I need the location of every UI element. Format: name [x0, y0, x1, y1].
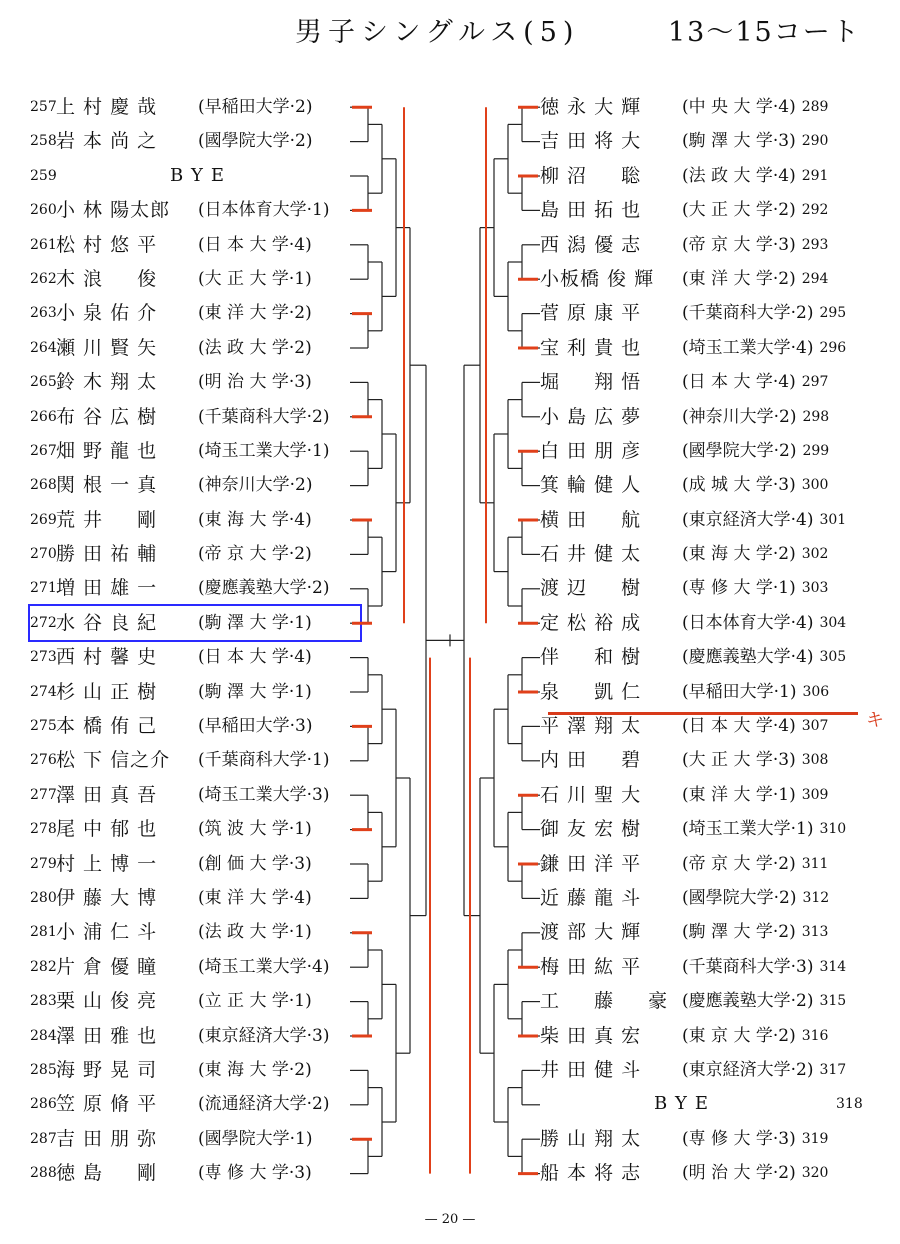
- entry-number: 299: [802, 442, 830, 459]
- player-school: (専 修 大 学·1): [682, 578, 796, 599]
- player-name: 船 本 将 志: [540, 1162, 642, 1185]
- player-name: 澤 田 真 吾: [56, 783, 158, 806]
- page-title: 男子シングルス(5): [295, 17, 580, 48]
- player-name: 勝 山 翔 太: [540, 1127, 642, 1150]
- player-school: (早稲田大学·2): [198, 97, 313, 117]
- withdraw-mark: キ: [866, 710, 884, 731]
- entry-number: 300: [801, 477, 829, 494]
- entry-number: 276: [30, 752, 57, 769]
- player-school: (日本体育大学·1): [198, 200, 330, 221]
- player-school: (駒 澤 大 学·1): [198, 681, 312, 702]
- entry-number: 282: [30, 958, 57, 975]
- player-name: 石 井 健 太: [540, 543, 642, 566]
- player-name: 小板橋 俊 輝: [540, 267, 655, 290]
- player-school: (専 修 大 学·3): [682, 1128, 796, 1149]
- player-school: (慶應義塾大学·4): [682, 647, 814, 668]
- player-name: 笠 原 脩 平: [56, 1093, 158, 1116]
- player-school: (早稲田大学·1): [682, 681, 797, 702]
- entry-number: 289: [801, 99, 829, 115]
- entry-number: 258: [30, 133, 57, 150]
- player-name: 徳 島 剛: [56, 1162, 158, 1185]
- entry-number: 302: [801, 546, 829, 563]
- entry-number: 259: [30, 167, 57, 184]
- player-name: 横 田 航: [540, 508, 642, 531]
- entry-number: 306: [802, 683, 830, 700]
- player-school: (駒 澤 大 学·1): [198, 612, 312, 633]
- player-name: 瀬 川 賢 矢: [56, 336, 158, 359]
- player-school: (日 本 大 学·4): [682, 372, 796, 393]
- player-school: (千葉商科大学·2): [198, 406, 330, 427]
- player-school: (國學院大学·2): [682, 887, 797, 908]
- entry-number: 266: [30, 408, 57, 425]
- entry-number: 292: [801, 202, 829, 219]
- entry-number: 277: [30, 786, 57, 803]
- player-name: 関 根 一 真: [56, 474, 158, 497]
- entry-number: 307: [801, 718, 829, 735]
- player-name: 柴 田 真 宏: [540, 1024, 642, 1047]
- player-name: 杉 山 正 樹: [56, 680, 158, 703]
- entry-number: 310: [819, 821, 847, 838]
- player-school: (神奈川大学·2): [682, 406, 797, 427]
- player-school: (日 本 大 学·4): [682, 716, 796, 737]
- player-school: (中 央 大 学·4): [682, 97, 796, 117]
- entry-number: 278: [30, 821, 57, 838]
- player-school: (流通経済大学·2): [198, 1094, 330, 1115]
- player-name: 吉 田 将 大: [540, 130, 642, 153]
- player-school: (東 京 大 学·2): [682, 1025, 796, 1046]
- entry-number: 295: [819, 305, 847, 322]
- player-name: 内 田 碧: [540, 749, 642, 772]
- player-school: (埼玉工業大学·3): [198, 784, 330, 805]
- player-name: 村 上 博 一: [56, 852, 158, 875]
- player-name: 工 藤 豪: [540, 990, 669, 1013]
- entry-number: 279: [30, 855, 57, 872]
- player-name: 荒 井 剛: [56, 508, 158, 531]
- entry-number: 268: [30, 477, 57, 494]
- player-name: 澤 田 雅 也: [56, 1024, 158, 1047]
- player-name: 定 松 裕 成: [540, 611, 642, 634]
- player-school: (帝 京 大 学·2): [198, 544, 312, 565]
- player-name: 平 澤 翔 太: [540, 715, 642, 738]
- entry-number: 286: [30, 1096, 57, 1113]
- player-school: (埼玉工業大学·4): [198, 956, 330, 977]
- player-school: (早稲田大学·3): [198, 716, 313, 737]
- player-school: (千葉商科大学·3): [682, 956, 814, 977]
- player-name: 小 林 陽太郎: [56, 199, 171, 222]
- player-school: (日 本 大 学·4): [198, 234, 312, 255]
- player-school: (千葉商科大学·2): [682, 303, 814, 324]
- entry-number: 261: [30, 236, 57, 253]
- entry-number: 270: [30, 546, 57, 563]
- bye-label: BYE: [170, 164, 232, 186]
- player-school: (法 政 大 学·2): [198, 337, 312, 358]
- entry-number: 263: [30, 305, 57, 322]
- player-name: 柳 沼 聡: [540, 164, 642, 187]
- player-name: 松 村 悠 平: [56, 233, 158, 256]
- player-name: 御 友 宏 樹: [540, 818, 642, 841]
- player-school: (駒 澤 大 学·2): [682, 922, 796, 943]
- player-name: 伴 和 樹: [540, 646, 642, 669]
- player-name: 尾 中 郁 也: [56, 818, 158, 841]
- player-name: 伊 藤 大 博: [56, 886, 158, 909]
- entry-number: 280: [30, 889, 57, 906]
- player-school: (大 正 大 学·2): [682, 200, 796, 221]
- player-school: (駒 澤 大 学·3): [682, 131, 796, 152]
- player-school: (埼玉工業大学·1): [682, 819, 814, 840]
- player-school: (帝 京 大 学·3): [682, 234, 796, 255]
- player-school: (慶應義塾大学·2): [682, 991, 814, 1012]
- player-name: 松 下 信之介: [56, 749, 171, 772]
- player-school: (成 城 大 学·3): [682, 475, 796, 496]
- player-name: 本 橋 侑 己: [56, 715, 158, 738]
- player-name: 鎌 田 洋 平: [540, 852, 642, 875]
- player-name: 勝 田 祐 輔: [56, 543, 158, 566]
- entry-number: 264: [30, 339, 57, 356]
- player-name: 近 藤 龍 斗: [540, 886, 642, 909]
- entry-number: 313: [801, 924, 829, 941]
- player-name: 梅 田 紘 平: [540, 955, 642, 978]
- entry-number: 260: [30, 202, 57, 219]
- player-name: 増 田 雄 一: [56, 577, 158, 600]
- entry-number: 317: [819, 1061, 847, 1078]
- entry-number: 272: [30, 614, 57, 631]
- entry-number: 288: [30, 1165, 57, 1182]
- entry-number: 298: [802, 408, 830, 425]
- player-school: (千葉商科大学·1): [198, 750, 330, 771]
- entry-number: 271: [30, 580, 57, 597]
- player-name: 木 浪 俊: [56, 267, 158, 290]
- player-school: (東 洋 大 学·4): [198, 887, 312, 908]
- entry-number: 291: [801, 167, 829, 184]
- entry-number: 301: [819, 511, 847, 528]
- entry-number: 318: [836, 1096, 863, 1113]
- player-name: 小 浦 仁 斗: [56, 921, 158, 944]
- entry-number: 284: [30, 1027, 57, 1044]
- player-name: 小 泉 佑 介: [56, 302, 158, 325]
- entry-number: 294: [801, 270, 829, 287]
- player-school: (創 価 大 学·3): [198, 853, 312, 874]
- player-name: 水 谷 良 紀: [56, 611, 158, 634]
- entry-number: 265: [30, 374, 57, 391]
- player-school: (東京経済大学·3): [198, 1025, 330, 1046]
- player-name: 布 谷 広 樹: [56, 405, 158, 428]
- entry-number: 312: [802, 889, 830, 906]
- player-name: 上 村 慶 哉: [56, 96, 158, 118]
- player-school: (明 治 大 学·3): [198, 372, 312, 393]
- entry-number: 257: [30, 99, 57, 115]
- player-name: 白 田 朋 彦: [540, 439, 642, 462]
- entry-number: 315: [819, 993, 847, 1010]
- player-school: (大 正 大 学·1): [198, 268, 312, 289]
- player-name: 片 倉 優 瞳: [56, 955, 158, 978]
- player-school: (東 洋 大 学·2): [198, 303, 312, 324]
- player-school: (東 海 大 学·2): [682, 544, 796, 565]
- player-school: (明 治 大 学·2): [682, 1163, 796, 1184]
- player-name: 箕 輪 健 人: [540, 474, 642, 497]
- player-school: (立 正 大 学·1): [198, 991, 312, 1012]
- player-school: (東京経済大学·2): [682, 1059, 814, 1080]
- player-school: (國學院大学·2): [198, 131, 313, 152]
- player-name: 渡 辺 樹: [540, 577, 642, 600]
- entry-number: 290: [801, 133, 829, 150]
- bye-label: BYE: [654, 1093, 716, 1115]
- player-name: 畑 野 龍 也: [56, 439, 158, 462]
- player-school: (東 洋 大 学·1): [682, 784, 796, 805]
- player-name: 石 川 聖 大: [540, 783, 642, 806]
- player-name: 西 潟 優 志: [540, 233, 642, 256]
- player-school: (慶應義塾大学·2): [198, 578, 330, 599]
- player-school: (大 正 大 学·3): [682, 750, 796, 771]
- entry-number: 305: [819, 649, 847, 666]
- player-school: (神奈川大学·2): [198, 475, 313, 496]
- entry-number: 319: [801, 1130, 829, 1147]
- entry-number: 308: [801, 752, 829, 769]
- player-school: (東 洋 大 学·2): [682, 268, 796, 289]
- player-school: (日本体育大学·4): [682, 612, 814, 633]
- player-name: 鈴 木 翔 太: [56, 371, 158, 394]
- entry-number: 275: [30, 718, 57, 735]
- player-name: 徳 永 大 輝: [540, 96, 642, 118]
- player-name: 泉 凱 仁: [540, 680, 642, 703]
- player-school: (埼玉工業大学·4): [682, 337, 814, 358]
- player-school: (埼玉工業大学·1): [198, 440, 330, 461]
- entry-number: 316: [801, 1027, 829, 1044]
- player-school: (専 修 大 学·3): [198, 1163, 312, 1184]
- entry-number: 320: [801, 1165, 829, 1182]
- entry-number: 269: [30, 511, 57, 528]
- entry-number: 262: [30, 270, 57, 287]
- player-school: (國學院大学·1): [198, 1128, 313, 1149]
- entry-number: 311: [801, 855, 829, 872]
- entry-number: 274: [30, 683, 57, 700]
- entry-number: 296: [819, 339, 847, 356]
- player-school: (筑 波 大 学·1): [198, 819, 312, 840]
- player-school: (東 海 大 学·2): [198, 1059, 312, 1080]
- player-name: 栗 山 俊 亮: [56, 990, 158, 1013]
- withdrawn-strikethrough: [548, 712, 858, 715]
- player-school: (日 本 大 学·4): [198, 647, 312, 668]
- player-name: 海 野 晃 司: [56, 1058, 158, 1081]
- court-label: 13〜15コート: [668, 17, 861, 48]
- player-name: 島 田 拓 也: [540, 199, 642, 222]
- player-name: 渡 部 大 輝: [540, 921, 642, 944]
- entry-number: 297: [801, 374, 829, 391]
- entry-number: 281: [30, 924, 57, 941]
- player-school: (法 政 大 学·4): [682, 165, 796, 186]
- entry-number: 267: [30, 442, 57, 459]
- player-name: 宝 利 貴 也: [540, 336, 642, 359]
- player-name: 岩 本 尚 之: [56, 130, 158, 153]
- player-name: 堀 翔 悟: [540, 371, 642, 394]
- entry-number: 309: [801, 786, 829, 803]
- entry-number: 285: [30, 1061, 57, 1078]
- player-name: 西 村 馨 史: [56, 646, 158, 669]
- page-number: — 20 —: [424, 1212, 476, 1227]
- player-name: 吉 田 朋 弥: [56, 1127, 158, 1150]
- player-school: (法 政 大 学·1): [198, 922, 312, 943]
- player-name: 小 島 広 夢: [540, 405, 642, 428]
- entry-number: 314: [819, 958, 847, 975]
- player-name: 井 田 健 斗: [540, 1058, 642, 1081]
- entry-number: 287: [30, 1130, 57, 1147]
- entry-number: 283: [30, 993, 57, 1010]
- entry-number: 293: [801, 236, 829, 253]
- player-school: (東京経済大学·4): [682, 509, 814, 530]
- entry-number: 273: [30, 649, 57, 666]
- entry-number: 303: [801, 580, 829, 597]
- entry-number: 304: [819, 614, 847, 631]
- player-school: (國學院大学·2): [682, 440, 797, 461]
- player-name: 菅 原 康 平: [540, 302, 642, 325]
- player-school: (帝 京 大 学·2): [682, 853, 796, 874]
- player-school: (東 海 大 学·4): [198, 509, 312, 530]
